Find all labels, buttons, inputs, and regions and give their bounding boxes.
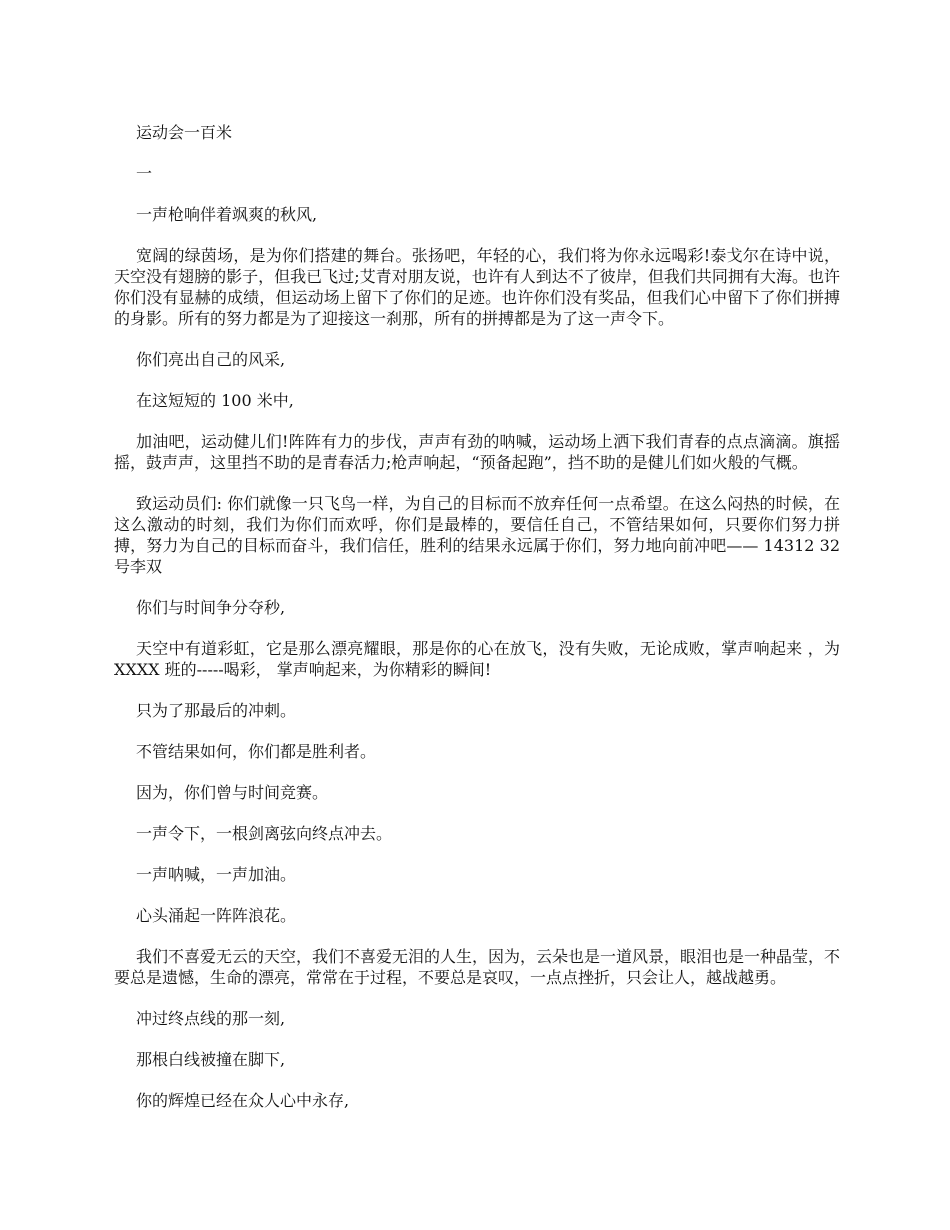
paragraph: 你们亮出自己的风采,: [136, 350, 286, 369]
paragraph: 一声令下，一根剑离弦向终点冲去。: [136, 824, 393, 843]
paragraph: 宽阔的绿茵场，是为你们搭建的舞台。张扬吧，年轻的心，我们将为你永远喝彩!泰戈尔在诗中说，天空没有翅膀的影子，但我已飞过;艾青对朋友说，也许有人到达不了彼岸，但我们共同拥有大海。也许你们没有显赫的成绩，但运动场上留下了你们的足迹。也许你们没有奖品，但我们心中留下了你们拼搏的身影。所有的努力都是为了迎接这一刹那，所有的拼搏都是为了这一声令下。: [114, 246, 840, 328]
section-marker: 一: [136, 164, 153, 183]
paragraph: 不管结果如何，你们都是胜利者。: [136, 742, 377, 761]
paragraph: 冲过终点线的那一刻,: [136, 1009, 286, 1028]
paragraph: 你们与时间争分夺秒,: [136, 598, 286, 617]
paragraph: 在这短短的 100 米中,: [136, 391, 294, 410]
document-body: [114, 122, 840, 1131]
paragraph: 你的辉煌已经在众人心中永存,: [136, 1091, 350, 1110]
document-title: 运动会一百米: [136, 123, 233, 142]
paragraph: 心头涌起一阵阵浪花。: [136, 906, 297, 925]
paragraph: 因为，你们曾与时间竞赛。: [136, 783, 329, 802]
paragraph: 那根白线被撞在脚下,: [136, 1050, 286, 1069]
paragraph: 致运动员们: 你们就像一只飞鸟一样，为自己的目标而不放弃任何一点希望。在这么闷热的时候，在这么激动的时刻，我们为你们而欢呼，你们是最棒的，要信任自己，不管结果如何，只要你们努力拼搏，努力为自己的目标而奋斗，我们信任，胜利的结果永远属于你们，努力地向前冲吧—— 14312 32 号李双: [114, 494, 840, 576]
paragraph: 天空中有道彩虹，它是那么漂亮耀眼，那是你的心在放飞，没有失败，无论成败，掌声响起来 ，为 XXXX 班的-----喝彩， 掌声响起来，为你精彩的瞬间!: [114, 639, 840, 679]
paragraph: 加油吧，运动健儿们!阵阵有力的步伐，声声有劲的呐喊，运动场上洒下我们青春的点点滴滴。旗摇摇，鼓声声，这里挡不助的是青春活力;枪声响起，“预备起跑”，挡不助的是健儿们如火般的气概。: [114, 432, 840, 472]
paragraph: 一声呐喊，一声加油。: [136, 865, 297, 884]
paragraph: 只为了那最后的冲刺。: [136, 701, 297, 720]
paragraph: 我们不喜爱无云的天空，我们不喜爱无泪的人生，因为，云朵也是一道风景，眼泪也是一种晶莹，不要总是遗憾，生命的漂亮，常常在于过程，不要总是哀叹，一点点挫折，只会让人，越战越勇。: [114, 947, 841, 987]
paragraph: 一声枪响伴着飒爽的秋风,: [136, 205, 318, 224]
